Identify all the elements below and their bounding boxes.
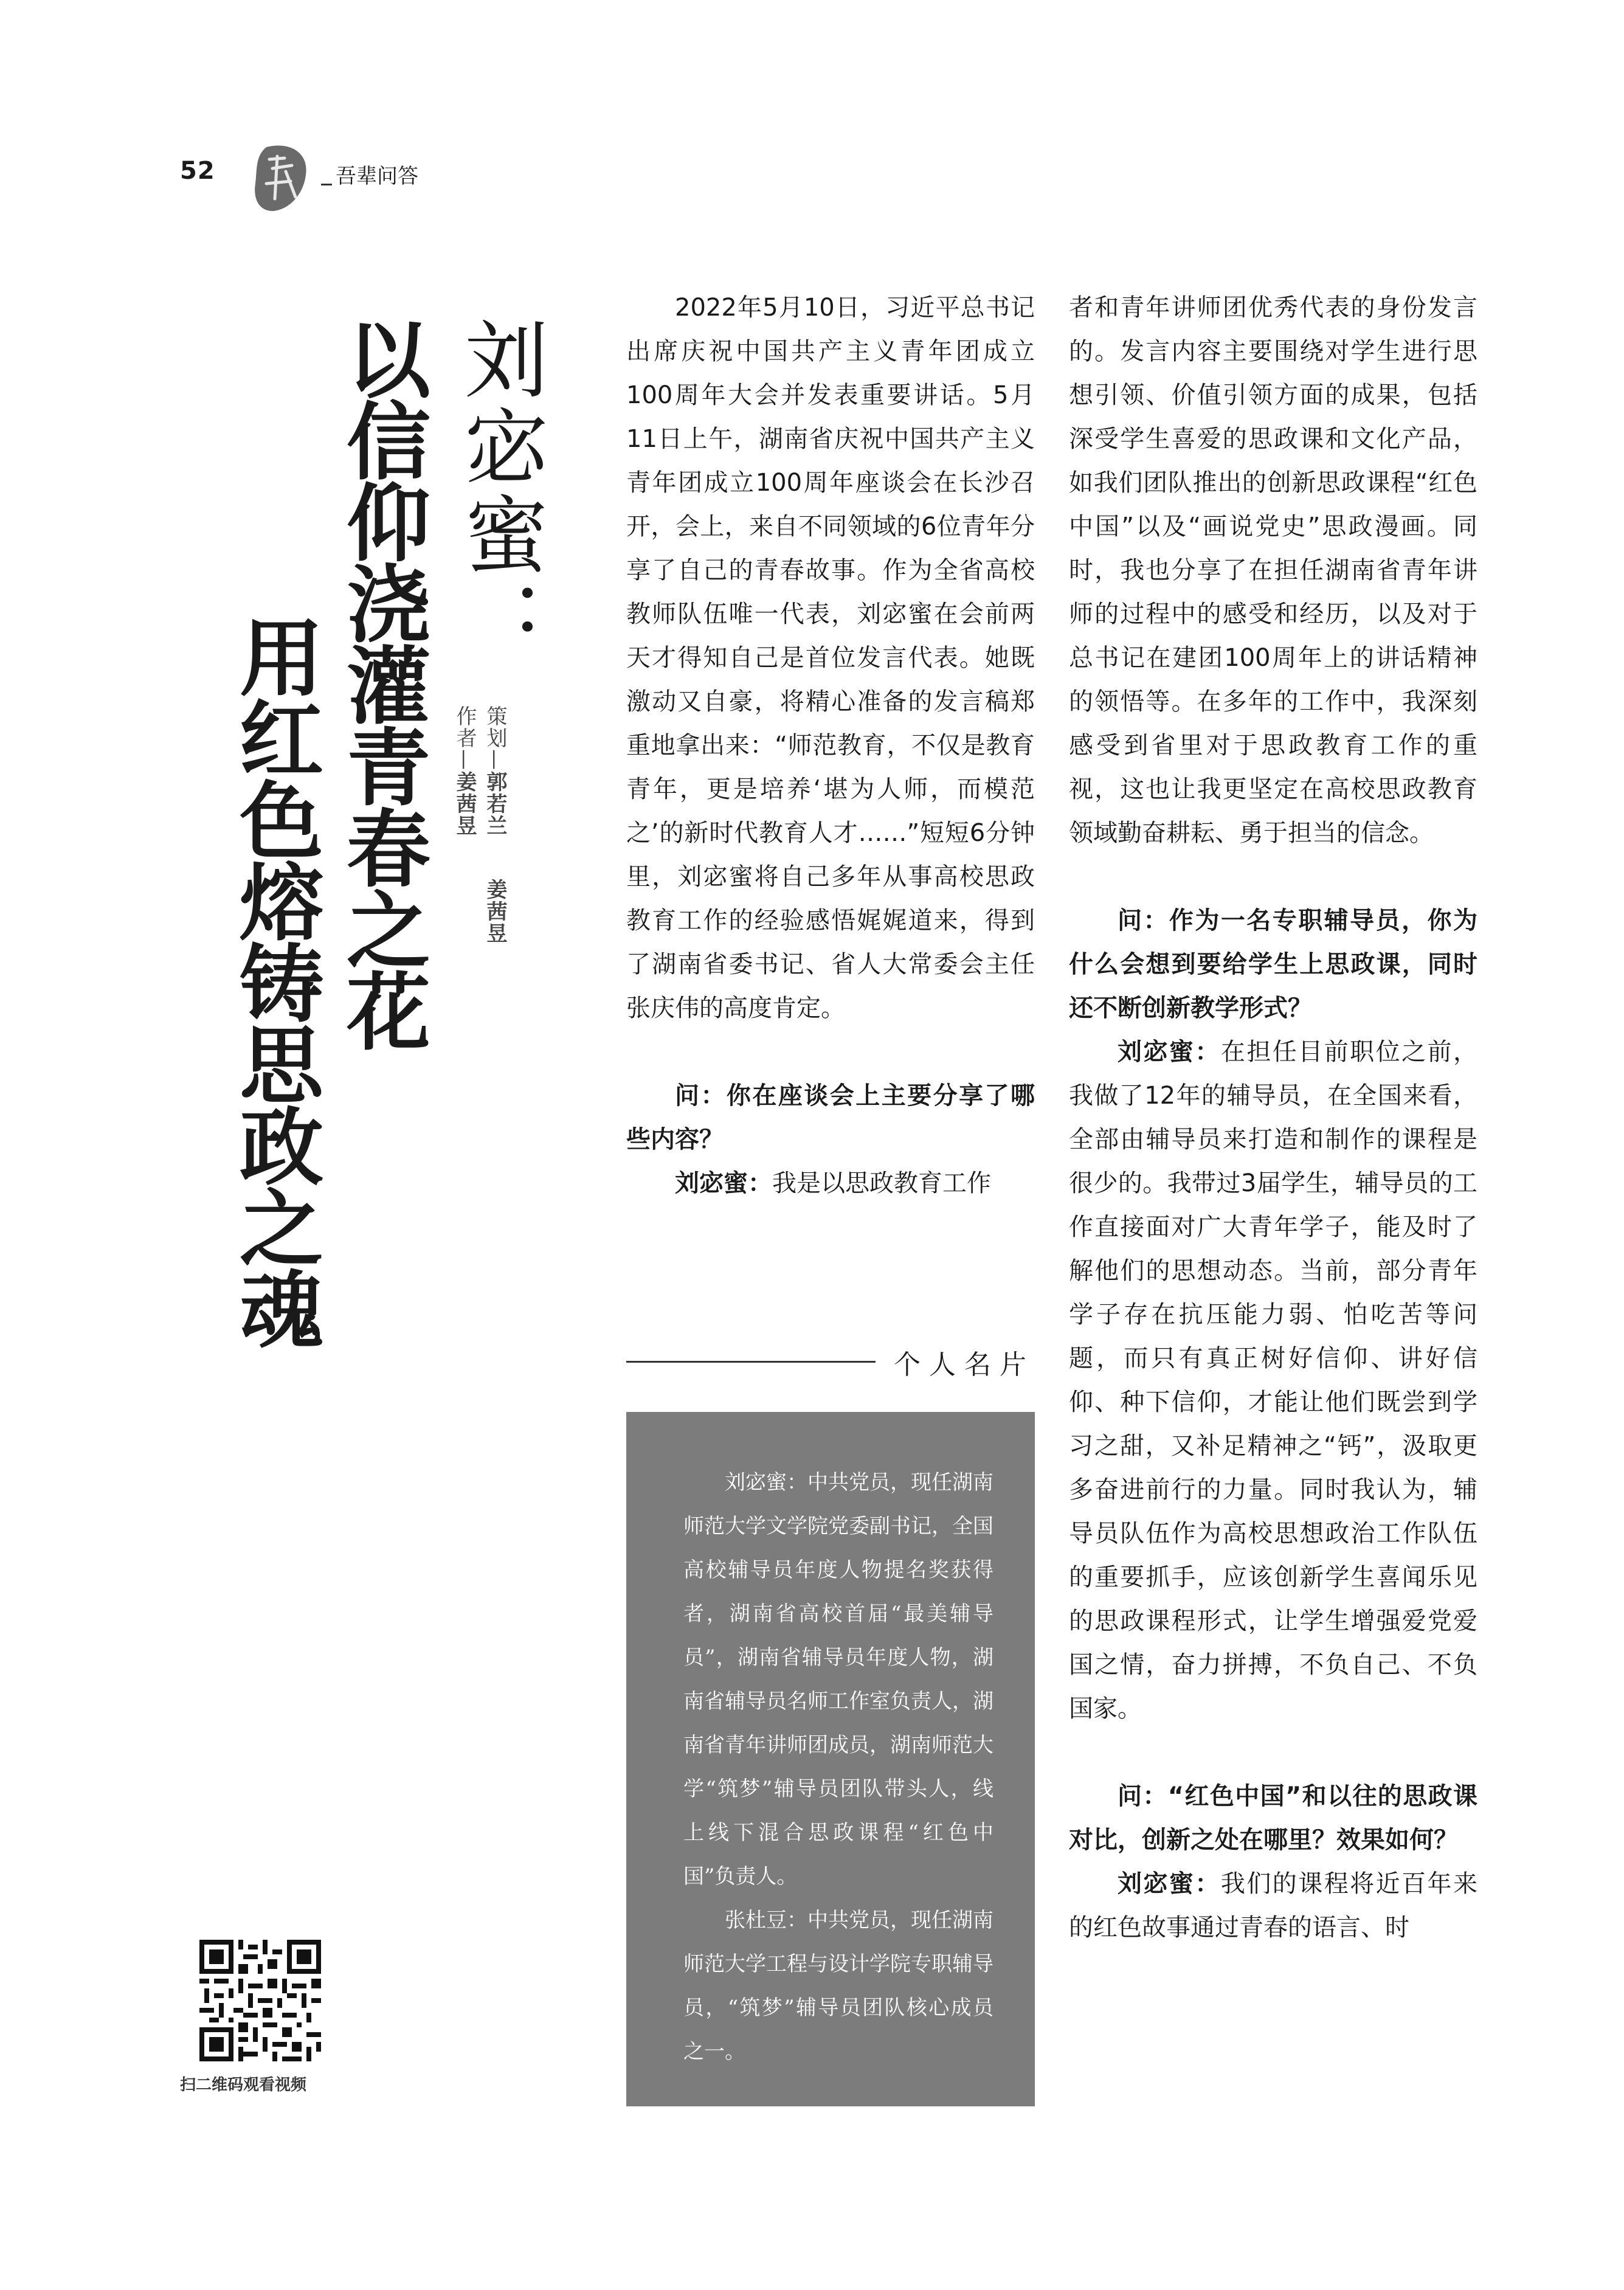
main-title-line-2: 用红色熔铸思政之魂 [226, 614, 323, 1347]
article-column-2 [1069, 286, 1477, 1949]
credit-author [450, 705, 480, 837]
section-divider [321, 184, 332, 185]
page-number: 52 [180, 157, 215, 185]
interviewee-name-title: 刘宓蜜： [451, 316, 548, 666]
answer-3 [1069, 1862, 1477, 1949]
question-2: 问：作为一名专职辅导员，你为什么会想到要给学生上思政课，同时还不断创新教学形式？ [1069, 907, 1477, 1022]
credit-stray-name: 姜茜昱 [483, 879, 507, 944]
personal-card [626, 1412, 1035, 2106]
section-title: 吾辈问答 [336, 164, 418, 189]
article-column-1 [626, 286, 1035, 1205]
intro-paragraph: 2022年5月10日，习近平总书记出席庆祝中国共产主义青年团成立100周年大会并发表重要讲话。5月11日上午，湖南省庆祝中国共产主义青年团成立100周年座谈会在长沙召开，会上，来自不同领域的6位青年分享了自己的青春故事。作为全省高校教师队伍唯一代表，刘宓蜜在会前两天才得知自己是首位发言代表。她既激动又自豪，将精心准备的发言稿郑重地拿出来：“师范教育，不仅是教育青年，更是培养‘堪为人师，而模范之’的新时代教育人才……”短短6分钟里，刘宓蜜将自己多年从事高校思政教育工作的经验感悟娓娓道来，得到了湖南省委书记、省人大常委会主任张庆伟的高度肯定。 [626, 294, 1035, 1022]
card-heading-rule [626, 1361, 876, 1363]
credit-separator: — [452, 749, 477, 771]
question-3: 问：“红色中国”和以往的思政课对比，创新之处在哪里？效果如何？ [1069, 1782, 1477, 1854]
card-paragraph-1: 刘宓蜜：中共党员，现任湖南师范大学文学院党委副书记，全国高校辅导员年度人物提名奖获得者，湖南省高校首届“最美辅导员”，湖南省辅导员年度人物，湖南省辅导员名师工作室负责人，湖南省青年讲师团成员，湖南师范大学“筑梦”辅导员团队带头人，线上线下混合思政课程“红色中国”负责人。 [683, 1470, 993, 1889]
qr-caption: 扫二维码观看视频 [180, 2076, 307, 2094]
qr-code-icon[interactable] [199, 1940, 321, 2061]
answer-text: 在担任目前职位之前，我做了12年的辅导员，在全国来看，全部由辅导员来打造和制作的课程是很少的。我带过3届学生，辅导员的工作直接面对广大青年学子，能及时了解他们的思想动态。当前，部分青年学子存在抗压能力弱、怕吃苦等问题，而只有真正树好信仰、讲好信仰、种下信仰，才能让他们既尝到学习之甜，又补足精神之“钙”，汲取更多奋进前行的力量。同时我认为，辅导员队伍作为高校思想政治工作队伍的重要抓手，应该创新学生喜闻乐见的思政课程形式，让学生增强爱党爱国之情，奋力拼搏，不负自己、不负国家。 [1069, 1038, 1478, 1723]
answer-text: 我是以思政教育工作 [772, 1169, 991, 1197]
question-1: 问：你在座谈会上主要分享了哪些内容？ [626, 1082, 1035, 1154]
answer-2 [1069, 1030, 1477, 1731]
answer-speaker: 刘宓蜜： [1118, 1038, 1221, 1066]
answer-text: 我们的课程将近百年来的红色故事通过青春的语言、时 [1069, 1870, 1478, 1942]
credit-role: 策划 [483, 705, 507, 749]
answer-speaker: 刘宓蜜： [1118, 1870, 1221, 1898]
main-title-line-1: 以信仰浇灌青春之花 [333, 316, 430, 1050]
credit-planner [480, 705, 510, 837]
credit-person: 姜茜昱 [452, 771, 477, 837]
credit-role: 作者 [452, 705, 477, 749]
card-text [683, 1461, 993, 2074]
ink-calligraphy-logo-icon [248, 141, 315, 214]
credit-separator: — [483, 749, 507, 771]
answer-speaker: 刘宓蜜： [675, 1169, 772, 1197]
card-paragraph-2: 张杜豆：中共党员，现任湖南师范大学工程与设计学院专职辅导员，“筑梦”辅导员团队核心成员之一。 [683, 1908, 993, 2064]
answer-1-start [626, 1161, 1035, 1205]
credit-person: 郭若兰 [483, 771, 507, 837]
answer-1-continued: 者和青年讲师团优秀代表的身份发言的。发言内容主要围绕对学生进行思想引领、价值引领方面的成果，包括深受学生喜爱的思政课和文化产品，如我们团队推出的创新思政课程“红色中国”以及“画说党史”思政漫画。同时，我也分享了在担任湖南省青年讲师的过程中的感受和经历，以及对于总书记在建团100周年上的讲话精神的领悟等。在多年的工作中，我深刻感受到省里对于思政教育工作的重视，这也让我更坚定在高校思政教育领域勤奋耕耘、勇于担当的信念。 [1069, 294, 1477, 847]
card-heading: 个人名片 [894, 1349, 1035, 1380]
